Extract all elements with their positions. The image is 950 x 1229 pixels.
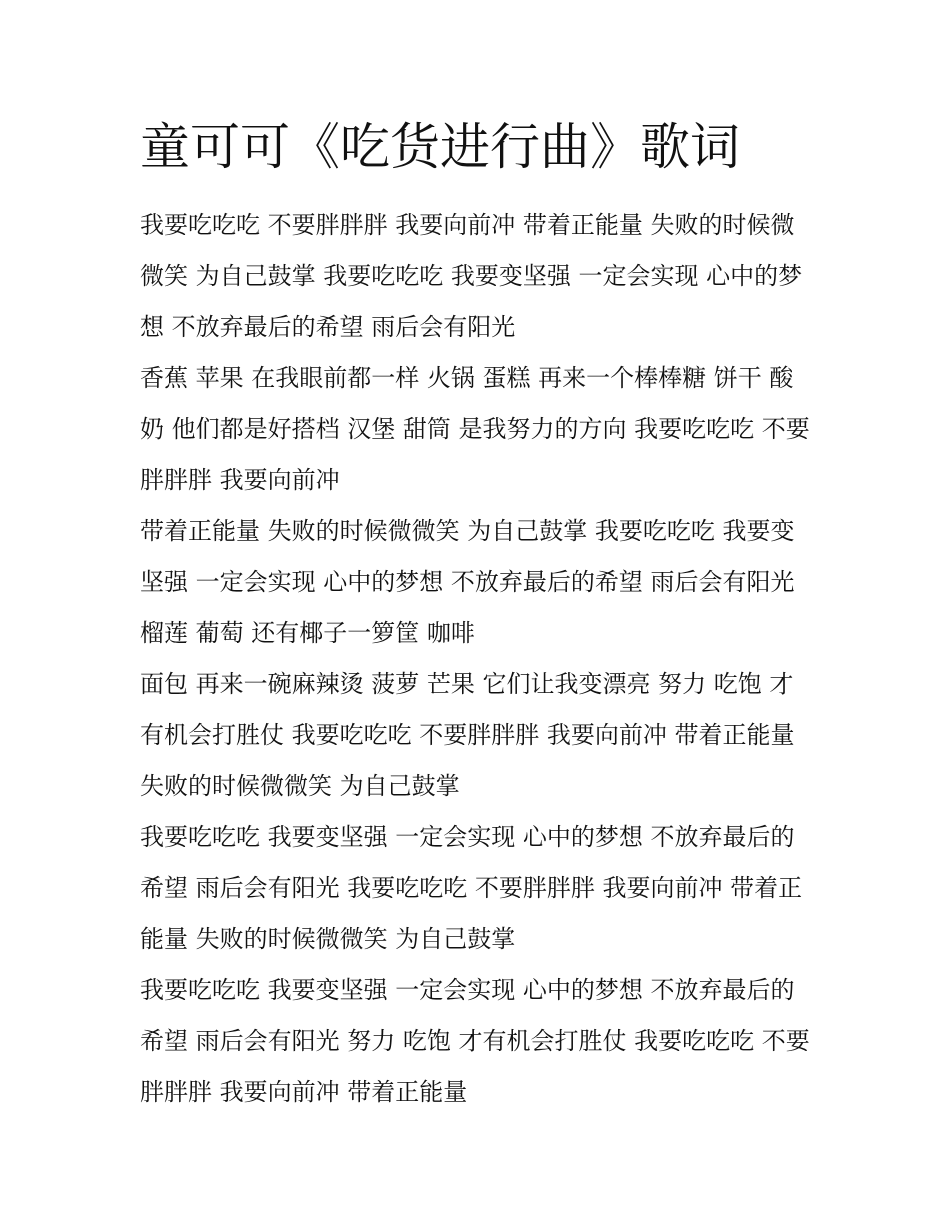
- lyrics-paragraph-1: 我要吃吃吃 不要胖胖胖 我要向前冲 带着正能量 失败的时候微微笑 为自己鼓掌 我要吃吃吃 我要变坚强 一定会实现 心中的梦想 不放弃最后的希望 雨后会有阳光: [140, 211, 803, 341]
- lyrics-paragraph-2: 香蕉 苹果 在我眼前都一样 火锅 蛋糕 再来一个棒棒糖 饼干 酸奶 他们都是好搭档 汉堡 甜筒 是我努力的方向 我要吃吃吃 不要胖胖胖 我要向前冲: [140, 364, 810, 494]
- lyrics-paragraph-5: 我要吃吃吃 我要变坚强 一定会实现 心中的梦想 不放弃最后的希望 雨后会有阳光 我要吃吃吃 不要胖胖胖 我要向前冲 带着正能量 失败的时候微微笑 为自己鼓掌: [140, 823, 803, 953]
- lyrics-paragraph-3: 带着正能量 失败的时候微微笑 为自己鼓掌 我要吃吃吃 我要变坚强 一定会实现 心中的梦想 不放弃最后的希望 雨后会有阳光 榴莲 葡萄 还有椰子一箩筐 咖啡: [140, 517, 795, 647]
- document-page: [140, 108, 812, 1118]
- lyrics-paragraph-6: 我要吃吃吃 我要变坚强 一定会实现 心中的梦想 不放弃最后的希望 雨后会有阳光 努力 吃饱 才有机会打胜仗 我要吃吃吃 不要胖胖胖 我要向前冲 带着正能量: [140, 976, 810, 1106]
- document-title: 童可可《吃货进行曲》歌词: [140, 118, 740, 176]
- lyrics-paragraph-4: 面包 再来一碗麻辣烫 菠萝 芒果 它们让我变漂亮 努力 吃饱 才有机会打胜仗 我要吃吃吃 不要胖胖胖 我要向前冲 带着正能量 失败的时候微微笑 为自己鼓掌: [140, 670, 795, 800]
